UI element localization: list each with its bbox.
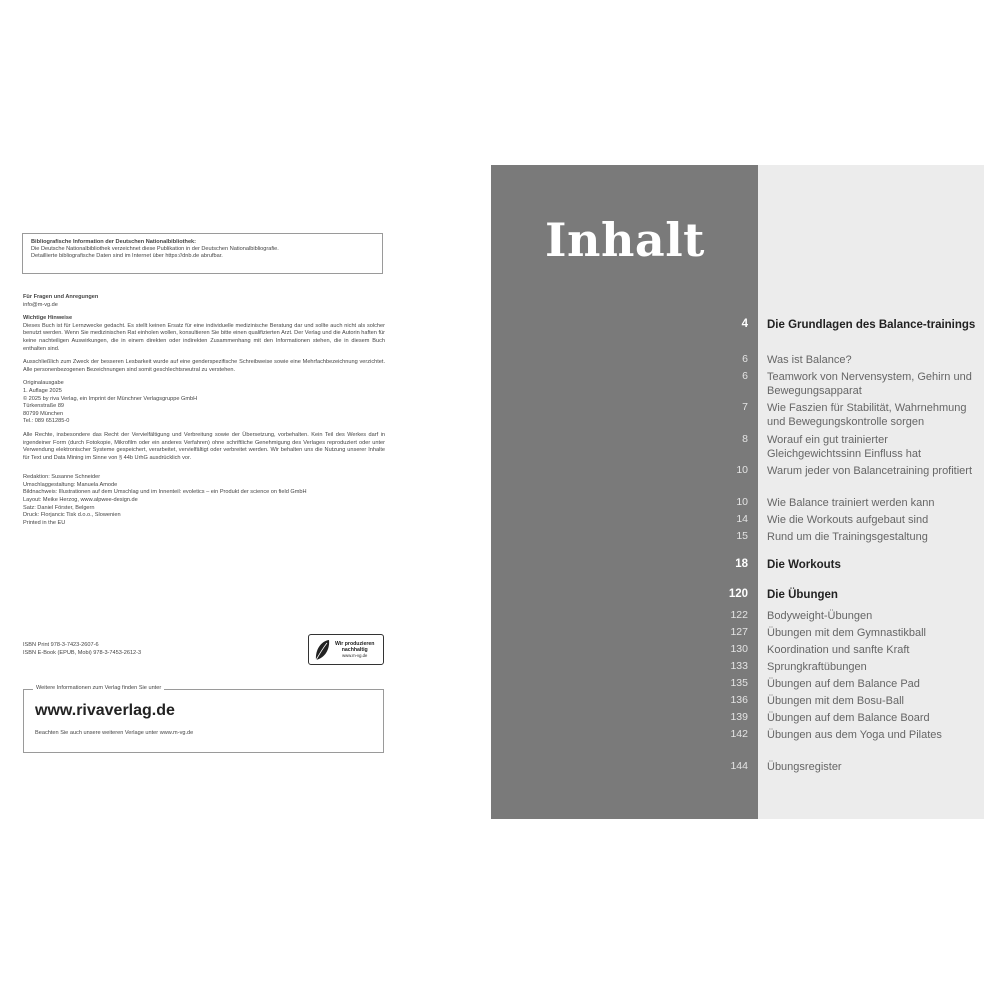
- toc-entry-title[interactable]: Wie Faszien für Stabilität, Wahrnehmung und Bewegungskontrolle sorgen: [767, 402, 967, 428]
- publisher-url[interactable]: www.rivaverlag.de: [35, 702, 175, 719]
- edition-line: 1. Auflage 2025: [23, 387, 62, 394]
- credit-line: Umschlaggestaltung: Manuela Amode: [23, 481, 118, 488]
- bibliographic-info-box: [22, 233, 383, 274]
- toc-chapter-title[interactable]: Die Grundlagen des Balance-trainings: [767, 319, 976, 331]
- toc-page-number: 130: [730, 643, 748, 655]
- toc-page-number: 139: [730, 711, 748, 723]
- toc-page-number: 10: [736, 496, 748, 508]
- isbn-print: ISBN Print 978-3-7423-2607-6: [23, 642, 99, 648]
- toc-entry-title[interactable]: Rund um die Trainingsgestaltung: [767, 531, 928, 543]
- edition-line: Tel.: 089 651285-0: [23, 418, 70, 425]
- toc-page-number: 8: [742, 433, 748, 445]
- rights-text: Alle Rechte, insbesondere das Recht der Vervielfältigung und Verbreitung sowie der Übersetzung, vorbehalten. Kein Teil des Werkes darf in irgendeiner Form (durch Fotokopie, Mikrofilm oder ein anderes Verfahren) ohne schriftliche Genehmigung des Verlages reproduziert oder unter Verwendung elektronischer Systeme gespeichert, verarbeitet, vervielfältigt oder verbreitet werden. Wir behalten uns die Nutzung unserer Inhalte für Text und Data Mining im Sinne von § 44b UrhG ausdrücklich vor.: [23, 431, 385, 461]
- toc-chapter-title[interactable]: Die Workouts: [767, 559, 841, 571]
- eco-url: www.m-vg.de: [342, 652, 368, 658]
- toc-page-number: 120: [728, 588, 748, 600]
- toc-entry-title[interactable]: Wie Balance trainiert werden kann: [767, 497, 935, 509]
- biblio-text-1: Die Deutsche Nationalbibliothek verzeichnet diese Publikation in der Deutschen Nationalbibliografie.: [31, 246, 279, 252]
- toc-chapter-title[interactable]: Die Übungen: [767, 589, 838, 601]
- toc-entry-title[interactable]: Worauf ein gut trainierter Gleichgewichtssinn Einfluss hat: [767, 434, 922, 460]
- notes-text: Dieses Buch ist für Lernzwecke gedacht. Es stellt keinen Ersatz für eine individuelle medizinische Beratung dar und sollte auch nicht als solcher benutzt werden. Wenn Sie medizinischen Rat einholen wollen, konsultieren Sie bitte einen qualifizierten Arzt. Der Verlag und die Autorin haften für keine nachteiligen Auswirkungen, die in einem direkten oder indirekten Zusammenhang mit den Informationen stehen, die in diesem Buch enthalten sind.: [23, 322, 385, 352]
- isbn-ebook: ISBN E-Book (EPUB, Mobi) 978-3-7453-2612-3: [23, 650, 142, 656]
- eco-line-1: Wir produzieren: [335, 640, 375, 647]
- toc-entry-title[interactable]: Wie die Workouts aufgebaut sind: [767, 514, 929, 526]
- publisher-info-label: Weitere Informationen zum Verlag finden Sie unter: [33, 685, 164, 691]
- questions-email: info@m-vg.de: [23, 301, 58, 308]
- toc-page-number: 4: [741, 318, 748, 330]
- publisher-info-box: [23, 685, 384, 753]
- toc-page-number: 14: [736, 513, 748, 525]
- toc-page-number: 135: [730, 677, 748, 689]
- edition-line: Türkenstraße 89: [23, 403, 65, 410]
- sustainability-badge: [308, 634, 384, 665]
- edition-line: 80799 München: [23, 410, 64, 417]
- toc-entry-title[interactable]: Übungsregister: [767, 761, 842, 773]
- toc-page-number: 122: [730, 609, 748, 621]
- credit-line: Bildnachweis: Illustrationen auf dem Umschlag und im Innenteil: evoletics – ein Produkt der science on field GmbH: [23, 489, 307, 496]
- toc-page-number: 6: [742, 370, 748, 382]
- toc-entry-title[interactable]: Übungen auf dem Balance Pad: [767, 678, 920, 690]
- toc-page-number: 15: [736, 530, 748, 542]
- notes-heading: Wichtige Hinweise: [23, 315, 73, 322]
- credit-line: Printed in the EU: [23, 519, 66, 526]
- toc-entry-title[interactable]: Was ist Balance?: [767, 354, 852, 366]
- toc-page-number: 142: [730, 728, 748, 740]
- toc-page-number: 136: [730, 694, 748, 706]
- toc-entry-title[interactable]: Koordination und sanfte Kraft: [767, 644, 910, 656]
- credit-line: Druck: Florjancic Tisk d.o.o., Slowenien: [23, 512, 121, 519]
- toc-title: Inhalt: [545, 213, 705, 267]
- credit-line: Satz: Daniel Förster, Belgern: [23, 504, 95, 511]
- leaf-icon: [313, 638, 331, 662]
- credit-line: Redaktion: Susanne Schneider: [23, 474, 101, 481]
- imprint-section: [23, 294, 385, 527]
- publisher-note: Beachten Sie auch unsere weiteren Verlage unter www.m-vg.de: [35, 730, 194, 736]
- toc-entry-title[interactable]: Teamwork von Nervensystem, Gehirn und Bewegungsapparat: [767, 371, 972, 397]
- edition-line: © 2025 by riva Verlag, ein Imprint der Münchner Verlagsgruppe GmbH: [23, 395, 198, 402]
- toc-entry-title[interactable]: Übungen mit dem Bosu-Ball: [767, 695, 904, 707]
- questions-heading: Für Fragen und Anregungen: [23, 294, 99, 300]
- edition-line: Originalausgabe: [23, 380, 64, 387]
- toc-page-number: 10: [736, 464, 748, 476]
- toc-page-number: 7: [742, 401, 748, 413]
- toc-page-number: 18: [735, 558, 748, 570]
- toc-page-number: 133: [730, 660, 748, 672]
- toc-entry-title[interactable]: Sprungkraftübungen: [767, 661, 867, 673]
- eco-line-2: nachhaltig: [341, 646, 368, 653]
- isbn-block: [23, 641, 141, 657]
- biblio-text-2: Detaillierte bibliografische Daten sind im Internet über https://dnb.de abrufbar.: [31, 253, 223, 259]
- toc-page-number: 127: [730, 626, 748, 638]
- gender-note: Ausschließlich zum Zweck der besseren Lesbarkeit wurde auf eine genderspezifische Schreibweise sowie eine Mehrfachbezeichnung verzichtet. Alle personenbezogenen Bezeichnungen sind somit geschlechtsneutral zu verstehen.: [23, 359, 385, 373]
- toc-entry-title[interactable]: Übungen mit dem Gymnastikball: [767, 627, 926, 639]
- credit-line: Layout: Meike Herzog, www.alpwee-design.de: [23, 497, 138, 504]
- toc-entry-title[interactable]: Übungen aus dem Yoga und Pilates: [767, 729, 942, 741]
- toc-entry-title[interactable]: Warum jeder von Balancetraining profitiert: [767, 465, 973, 477]
- toc-page-number: 6: [742, 353, 748, 365]
- toc-entry-title[interactable]: Übungen auf dem Balance Board: [767, 712, 930, 724]
- biblio-title: Bibliografische Information der Deutschen Nationalbibliothek:: [31, 239, 197, 245]
- toc-entry-title[interactable]: Bodyweight-Übungen: [767, 610, 873, 622]
- toc-page-number: 144: [730, 760, 748, 772]
